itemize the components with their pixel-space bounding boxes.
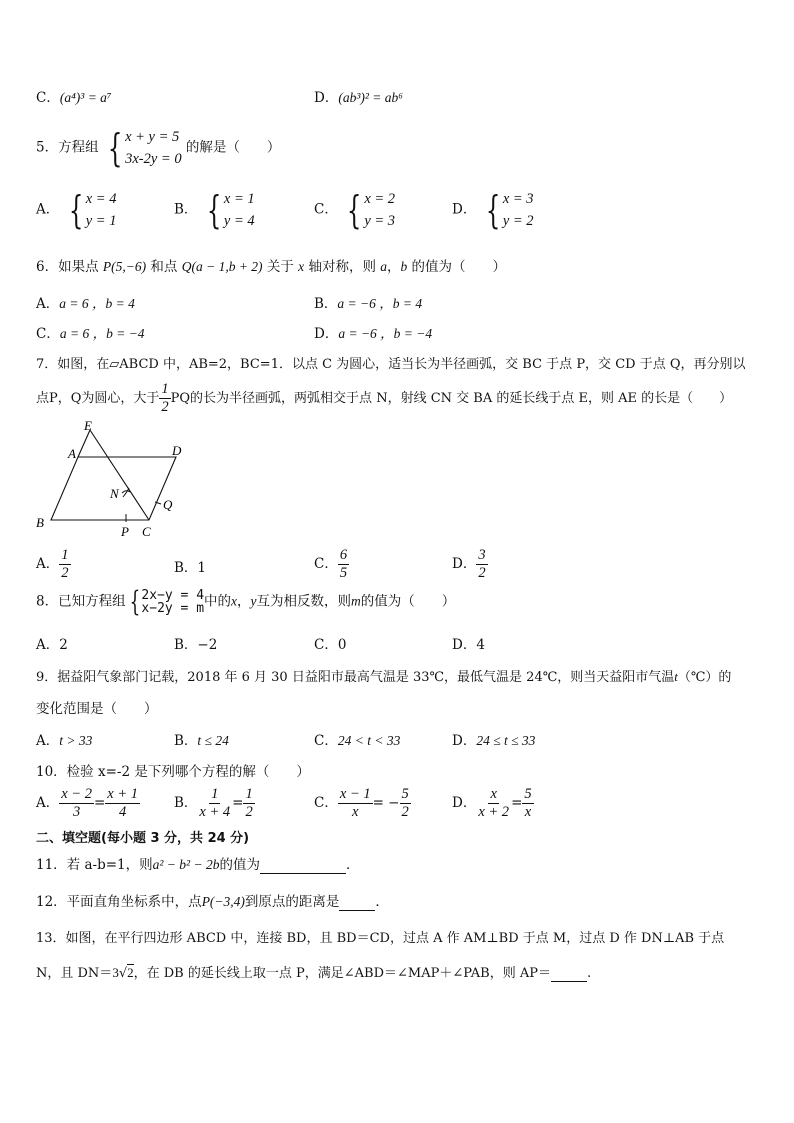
q8-text: 互为相反数，则: [256, 593, 352, 610]
option-label: C．: [314, 733, 338, 749]
q6-point-p: P(5,−6): [102, 259, 147, 274]
q9-var: t: [674, 669, 678, 684]
option-op: =: [93, 795, 106, 811]
option-label: A．: [36, 795, 60, 811]
q8-eq1: 2x−y = 4: [141, 588, 205, 603]
option-text: 1: [197, 560, 207, 576]
q6-text: 6．如果点: [36, 259, 99, 275]
frac-num: 5: [524, 786, 532, 802]
option-label: D．: [452, 637, 477, 653]
arc-mark-n2: [123, 488, 129, 497]
q6-option-b: [314, 292, 422, 312]
q7-line2: [36, 381, 732, 416]
label-c: C: [142, 524, 151, 539]
q11-text: ．: [345, 857, 360, 873]
option-expr: (a⁴)³ = a⁷: [59, 90, 112, 105]
option-label: C．: [314, 637, 338, 653]
frac-num: 1: [245, 786, 253, 802]
q8-text: ，: [237, 593, 251, 610]
frac-num: 1: [161, 381, 169, 397]
q7-line1: 7．如图，在▱ABCD 中，AB=2，BC=1．以点 C 为圆心，适当长为半径画弧，交 BC 于点 P，交 CD 于点 Q，再分别以: [36, 357, 746, 372]
option-line: y = 3: [364, 213, 396, 229]
q5-option-d: [452, 188, 534, 232]
brace-icon: {: [206, 188, 222, 232]
option-text: a = 6 ，b = −4: [59, 326, 145, 341]
q5-prefix: 5．方程组: [36, 139, 99, 156]
frac-num: x: [490, 786, 497, 802]
q6-option-a: [36, 292, 135, 312]
q9-option-d: [452, 729, 535, 749]
option-op: =: [511, 795, 523, 811]
q8-option-d: [452, 633, 485, 653]
q12: [36, 890, 389, 911]
q8-var: x: [231, 593, 238, 609]
option-text: t ≤ 24: [197, 733, 229, 748]
q13-radicand: 2: [127, 965, 134, 980]
q5-eq2: 3x-2y = 0: [125, 151, 182, 167]
label-a: A: [68, 446, 76, 461]
frac-den: x: [524, 804, 532, 820]
option-line: x = 1: [223, 191, 255, 207]
q9-text: 9．据益阳气象部门记载，2018 年 6 月 30 日益阳市最高气温是 33℃，最低气温是 24℃，则当天益阳市气温: [36, 670, 675, 685]
frac-den: 5: [339, 565, 348, 581]
q5-option-b: [174, 188, 255, 232]
option-text: 0: [337, 637, 347, 653]
ray-cn: [90, 430, 149, 520]
option-label: A．: [36, 733, 60, 749]
q13-line1: 13．如图，在平行四边形 ABCD 中，连接 BD，且 BD＝CD，过点 A 作 AM⊥BD 于点 M，过点 D 作 DN⊥AB 于点: [36, 931, 725, 946]
brace-icon: {: [129, 585, 140, 618]
q8-text: 8．已知方程组: [36, 593, 126, 610]
frac-num: 6: [339, 547, 348, 563]
q7-option-d: [452, 547, 488, 582]
brace-icon: {: [107, 126, 123, 170]
frac-den: x + 4: [199, 804, 231, 820]
q8-text: 的值为（ ）: [360, 593, 456, 610]
section-title-fill-blank: 二、填空题(每小题 3 分，共 24 分): [36, 831, 250, 846]
frac-den: x + 2: [478, 804, 510, 820]
answer-blank[interactable]: [551, 966, 587, 982]
q6-stem: [36, 255, 506, 275]
q13-text: .: [586, 966, 592, 981]
q6-var: a: [380, 259, 387, 274]
option-label: C．: [36, 326, 60, 342]
option-label: C．: [314, 795, 338, 811]
option-text: −2: [197, 637, 218, 653]
q12-text: 12．平面直角坐标系中，点: [36, 894, 202, 910]
option-text: 24 < t < 33: [337, 733, 401, 748]
sqrt-icon: √: [118, 966, 128, 981]
frac-num: 1: [211, 786, 219, 802]
q11: [36, 853, 359, 874]
q12-text: 到原点的距离是: [244, 894, 340, 910]
q5-suffix: 的解是（ ）: [185, 139, 281, 156]
q8-eq2: x−2y = m: [141, 601, 205, 616]
option-label: B．: [174, 637, 198, 653]
frac-den: 2: [401, 804, 409, 820]
q4-option-c: [36, 86, 112, 106]
q6-option-d: [314, 322, 432, 342]
q9-text: （℃）的: [677, 670, 732, 685]
q13-text: N，且 DN＝: [36, 966, 113, 981]
option-label: A．: [36, 296, 60, 312]
brace-icon: {: [346, 188, 362, 232]
q8-stem: [36, 585, 456, 618]
option-label: B．: [174, 560, 198, 576]
q8-option-c: [314, 633, 346, 653]
frac-num: 3: [478, 547, 486, 563]
q7-text: 点P，Q为圆心，大于: [36, 391, 160, 406]
q12-text: ．: [375, 894, 389, 910]
q5-option-c: [314, 188, 395, 232]
frac-den: 2: [245, 804, 253, 820]
option-label: B．: [174, 733, 198, 749]
option-line: x = 4: [85, 191, 117, 207]
q12-expr: P(−3,4): [201, 894, 245, 909]
q4-option-d: [314, 86, 403, 106]
q13-line2: [36, 962, 591, 982]
label-q: Q: [163, 497, 173, 512]
option-text: a = −6 ，b = 4: [337, 296, 423, 311]
q7-option-a: [36, 547, 71, 582]
q11-expr: a² − b² − 2b: [152, 857, 220, 872]
label-b: B: [36, 515, 44, 530]
option-text: t > 33: [59, 733, 93, 748]
option-label: B．: [314, 296, 338, 312]
q8-var: m: [351, 593, 361, 609]
option-label: D．: [314, 90, 339, 106]
frac-den: 2: [478, 565, 486, 581]
q7-fraction: [159, 381, 170, 416]
q7-option-b: [174, 556, 206, 576]
q8-var: y: [250, 593, 257, 609]
q10-option-a: [36, 786, 140, 821]
q9-option-c: [314, 729, 400, 749]
q6-point-q: Q(a − 1,b + 2): [181, 259, 263, 274]
option-label: D．: [314, 326, 339, 342]
q11-text: 11．若 a-b=1，则: [36, 857, 153, 873]
option-label: A．: [36, 556, 60, 572]
option-text: 2: [59, 637, 68, 653]
option-label: C．: [36, 90, 60, 106]
option-text: 24 ≤ t ≤ 33: [476, 733, 536, 748]
frac-num: x − 2: [61, 786, 92, 802]
option-text: 4: [476, 637, 485, 653]
q5-stem: [36, 126, 280, 170]
q6-text: 的值为（ ）: [411, 259, 507, 275]
q5-option-a: [36, 188, 116, 232]
q5-eq1: x + y = 5: [125, 129, 180, 145]
option-label: C．: [314, 201, 338, 218]
option-line: y = 4: [223, 213, 255, 229]
option-line: y = 2: [502, 213, 534, 229]
q5-system: [103, 126, 182, 170]
frac-den: 4: [119, 804, 127, 820]
frac-num: 1: [61, 547, 69, 563]
option-label: A．: [36, 637, 60, 653]
q13-coef: 3: [112, 965, 119, 980]
q6-var: x: [298, 259, 305, 274]
brace-icon: {: [68, 188, 83, 232]
option-text: a = −6 ，b = −4: [338, 326, 433, 341]
option-label: D．: [452, 795, 477, 811]
option-line: x = 2: [364, 191, 396, 207]
option-label: B．: [174, 795, 198, 811]
q11-text: 的值为: [219, 857, 260, 873]
q6-text: ，: [387, 259, 401, 275]
option-label: A．: [36, 201, 60, 218]
ba-extension: [78, 430, 90, 457]
option-label: C．: [314, 556, 338, 572]
option-text: a = 6 ，b = 4: [59, 296, 135, 311]
frac-den: 2: [61, 565, 69, 581]
frac-num: x + 1: [107, 786, 139, 802]
q6-text: 关于: [266, 259, 294, 275]
label-d: D: [172, 443, 182, 458]
q6-var: b: [400, 259, 408, 274]
option-expr: (ab³)² = ab⁶: [338, 90, 403, 105]
q6-text: 和点: [150, 259, 178, 275]
q6-text: 轴对称，则: [308, 259, 376, 275]
answer-blank[interactable]: [339, 894, 375, 911]
q7-text: PQ的长为半径画弧，两弧相交于点 N，射线 CN 交 BA 的延长线于点 E，则 AE 的长是（ ）: [170, 391, 733, 406]
label-n: N: [110, 486, 119, 501]
q9-line1: [36, 666, 731, 685]
q9-option-a: [36, 729, 92, 749]
label-e: E: [84, 418, 92, 433]
q10-stem: 10．检验 x=-2 是下列哪个方程的解（ ）: [36, 764, 310, 780]
option-op: =: [232, 795, 244, 811]
option-label: D．: [452, 733, 477, 749]
q10-option-b: [174, 786, 255, 821]
frac-den: 3: [72, 804, 81, 820]
q7-option-c: [314, 547, 349, 582]
option-label: D．: [452, 201, 477, 218]
option-op: = −: [372, 795, 400, 811]
option-label: B．: [174, 201, 198, 218]
option-line: y = 1: [85, 213, 117, 229]
q8-option-b: [174, 633, 217, 653]
q10-option-d: [452, 786, 534, 821]
frac-den: 2: [161, 399, 169, 415]
parallelogram-figure: [30, 418, 190, 543]
q9-line2: 变化范围是（ ）: [36, 701, 158, 717]
brace-icon: {: [485, 188, 500, 232]
option-line: x = 3: [502, 191, 534, 207]
q6-option-c: [36, 322, 145, 342]
answer-blank[interactable]: [260, 857, 346, 874]
q13-text: ，在 DB 的延长线上取一点 P，满足∠ABD＝∠MAP＋∠PAB，则 AP＝: [133, 966, 551, 981]
q8-text: 中的: [204, 593, 232, 610]
q9-option-b: [174, 729, 229, 749]
label-p: P: [121, 524, 129, 539]
frac-den: x: [351, 804, 359, 820]
frac-num: x − 1: [339, 786, 371, 802]
q10-option-c: [314, 786, 411, 821]
option-label: D．: [452, 556, 477, 572]
frac-num: 5: [401, 786, 409, 802]
q8-option-a: [36, 633, 68, 653]
